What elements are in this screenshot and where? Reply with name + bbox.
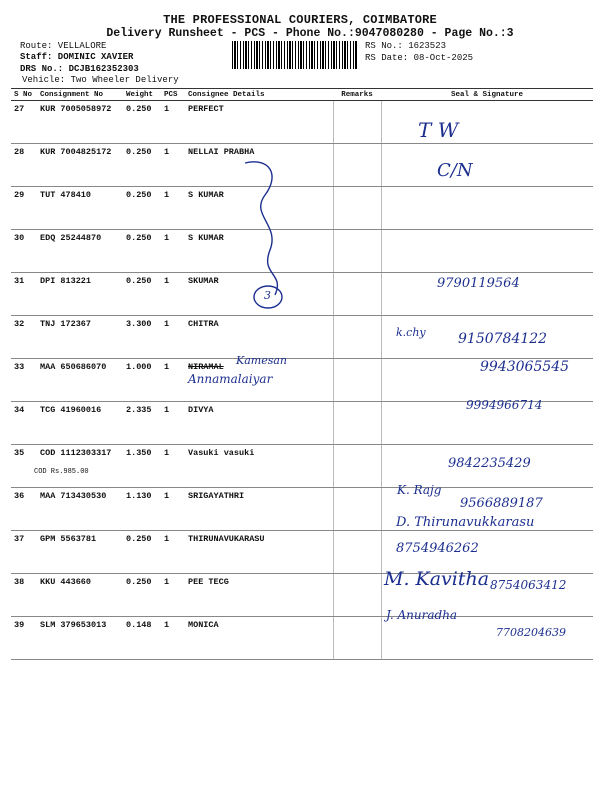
row-consignee-text: MONICA (188, 620, 219, 630)
row-sno (11, 316, 37, 359)
row-consignment-no (37, 574, 123, 617)
row-consignee-text: SRIGAYATHRI (188, 491, 245, 501)
row-sno-text: 30 (14, 233, 25, 243)
col-weight: Weight (123, 89, 161, 101)
handwritten-phone: 9150784122 (458, 331, 548, 347)
rs-date: RS Date: 08-Oct-2025 (365, 53, 474, 63)
row-pcs-text: 1 (164, 534, 170, 544)
row-pcs (161, 531, 185, 574)
row-sno (11, 445, 37, 488)
row-pcs (161, 230, 185, 273)
row-pcs (161, 488, 185, 531)
row-weight-text: 2.335 (126, 405, 152, 415)
row-consignment-no-text: TNJ 172367 (40, 319, 92, 329)
row-sno-text: 29 (14, 190, 25, 200)
row-consignment-no-text: COD 1112303317 (40, 448, 112, 458)
row-sno-text: 36 (14, 491, 25, 501)
col-signature: Seal & Signature (381, 89, 593, 101)
row-remarks (333, 187, 381, 230)
row-consignment-no-text: TCG 41960016 (40, 405, 102, 415)
handwritten-note: Annamalaiyar (188, 372, 273, 386)
row-pcs-text: 1 (164, 190, 170, 200)
handwritten-phone: 9566889187 (460, 496, 543, 511)
row-consignment-no (37, 531, 123, 574)
row-pcs (161, 445, 185, 488)
row-consignee (185, 101, 333, 144)
row-pcs (161, 316, 185, 359)
row-consignment-no-text: GPM 5563781 (40, 534, 97, 544)
row-remarks (333, 402, 381, 445)
handwritten-phone: 9943065545 (480, 359, 570, 375)
runsheet-subtitle: Delivery Runsheet - PCS - Phone No.:9047080280 - Page No.:3 (106, 27, 514, 40)
col-pcs: PCS (161, 89, 185, 101)
handwritten-signature: k.chy (396, 326, 426, 339)
row-pcs (161, 187, 185, 230)
row-pcs (161, 402, 185, 445)
row-sno-text: 27 (14, 104, 25, 114)
row-consignment-no-text: MAA 713430530 (40, 491, 107, 501)
row-pcs (161, 101, 185, 144)
row-consignment-no-text: SLM 379653013 (40, 620, 107, 630)
row-weight (123, 531, 161, 574)
row-weight-text: 0.250 (126, 534, 152, 544)
cod-amount: COD Rs.985.00 (34, 468, 89, 476)
row-weight (123, 316, 161, 359)
row-consignment-no (37, 359, 123, 402)
row-pcs-text: 1 (164, 448, 170, 458)
row-sno-text: 33 (14, 362, 25, 372)
barcode (232, 41, 358, 69)
row-consignee-text: DIVYA (188, 405, 214, 415)
handwritten-phone: 7708204639 (496, 626, 566, 639)
row-consignee-text: NIRAMAL (188, 362, 224, 372)
row-sno-text: 35 (14, 448, 25, 458)
row-remarks (333, 617, 381, 660)
row-signature (381, 144, 593, 187)
row-pcs-text: 1 (164, 276, 170, 286)
row-pcs-text: 1 (164, 233, 170, 243)
row-remarks (333, 574, 381, 617)
row-consignment-no-text: KKU 443660 (40, 577, 92, 587)
row-consignment-no-text: EDQ 25244870 (40, 233, 102, 243)
row-remarks (333, 144, 381, 187)
handwritten-signature: C/N (437, 160, 473, 181)
row-pcs-text: 1 (164, 319, 170, 329)
row-remarks (333, 488, 381, 531)
row-consignment-no (34, 445, 123, 488)
row-pcs-text: 1 (164, 362, 170, 372)
row-weight (123, 187, 161, 230)
row-pcs-text: 1 (164, 577, 170, 587)
handwritten-signature: M. Kavitha (384, 568, 490, 590)
row-weight-text: 0.250 (126, 190, 152, 200)
handwritten-signature: D. Thirunavukkarasu (396, 515, 535, 530)
row-weight-text: 0.148 (126, 620, 152, 630)
row-remarks (333, 359, 381, 402)
row-remarks (333, 273, 381, 316)
row-weight-text: 1.000 (126, 362, 152, 372)
table-row (11, 230, 593, 273)
row-weight-text: 0.250 (126, 577, 152, 587)
row-sno-text: 28 (14, 147, 25, 157)
row-sno (11, 402, 37, 445)
row-sno-text: 32 (14, 319, 25, 329)
row-consignee-text: NELLAI PRABHA (188, 147, 255, 157)
handwritten-phone: 9790119564 (437, 276, 520, 291)
row-consignment-no (37, 144, 123, 187)
col-remarks: Remarks (333, 89, 381, 101)
table-row (11, 187, 593, 230)
row-signature (381, 230, 593, 273)
row-sno (11, 101, 37, 144)
handwritten-note: Kamesan (236, 354, 288, 367)
row-consignment-no (37, 273, 123, 316)
row-remarks (333, 531, 381, 574)
row-pcs-text: 1 (164, 104, 170, 114)
row-sno-text: 34 (14, 405, 25, 415)
row-consignee (185, 316, 333, 359)
table-header-row (11, 89, 593, 101)
handwritten-phone: 9994966714 (466, 398, 543, 412)
row-consignment-no-text: KUR 7004825172 (40, 147, 112, 157)
row-weight-text: 1.350 (126, 448, 152, 458)
row-weight (123, 359, 161, 402)
row-sno (11, 144, 37, 187)
row-consignment-no (37, 316, 123, 359)
row-consignment-no (37, 488, 123, 531)
row-consignment-no-text: MAA 650686070 (40, 362, 107, 372)
row-sno (11, 488, 37, 531)
row-sno (11, 273, 37, 316)
row-weight-text: 1.130 (126, 491, 152, 501)
row-consignee (185, 402, 333, 445)
row-sno (11, 359, 37, 402)
vehicle-label: Vehicle: Two Wheeler Delivery (22, 75, 179, 85)
row-weight-text: 0.250 (126, 233, 152, 243)
row-sno (11, 187, 37, 230)
row-remarks (333, 316, 381, 359)
row-weight-text: 0.250 (126, 276, 152, 286)
rs-number: RS No.: 1623523 (365, 41, 447, 51)
row-weight (123, 445, 161, 488)
row-pcs (161, 574, 185, 617)
row-consignee (185, 445, 333, 488)
handwritten-signature: T W (418, 118, 459, 142)
table-row (11, 531, 593, 574)
row-pcs (161, 617, 185, 660)
route-label: Route: VELLALORE (20, 41, 107, 51)
col-consignee: Consignee Details (185, 89, 333, 101)
staff-label: Staff: DOMINIC XAVIER (20, 52, 134, 62)
row-consignee (185, 488, 333, 531)
row-weight (123, 488, 161, 531)
handwritten-signature: K. Rajg (397, 483, 442, 497)
row-pcs-text: 1 (164, 147, 170, 157)
company-title: THE PROFESSIONAL COURIERS, COIMBATORE (163, 13, 437, 27)
row-sno (11, 230, 37, 273)
row-consignment-no (37, 187, 123, 230)
row-pcs-text: 1 (164, 620, 170, 630)
drs-label: DRS No.: DCJB162352303 (20, 64, 139, 74)
row-pcs (161, 144, 185, 187)
row-weight (123, 402, 161, 445)
row-sno-text: 37 (14, 534, 25, 544)
row-consignee-text: Vasuki vasuki (188, 448, 255, 458)
row-weight-text: 0.250 (126, 104, 152, 114)
handwritten-phone: 8754946262 (396, 541, 479, 556)
row-weight (123, 230, 161, 273)
row-consignee-text: PERFECT (188, 104, 224, 114)
row-consignee-text: S KUMAR (188, 190, 224, 200)
row-remarks (333, 230, 381, 273)
row-consignment-no (37, 617, 123, 660)
row-pcs (161, 359, 185, 402)
row-consignment-no (37, 101, 123, 144)
table-row (11, 144, 593, 187)
handwritten-phone: 8754063412 (490, 578, 567, 592)
row-signature (381, 101, 593, 144)
row-consignee-text: CHITRA (188, 319, 219, 329)
row-weight (123, 574, 161, 617)
row-signature (381, 187, 593, 230)
row-consignee-text: SKUMAR (188, 276, 219, 286)
handwritten-phone: 9842235429 (448, 456, 531, 471)
row-sno-text: 39 (14, 620, 25, 630)
row-consignment-no-text: KUR 7005058972 (40, 104, 112, 114)
row-consignment-no (37, 402, 123, 445)
row-sno-text: 31 (14, 276, 25, 286)
circled-number: 3 (264, 289, 271, 302)
row-weight (123, 144, 161, 187)
row-weight (123, 617, 161, 660)
row-sno (11, 617, 37, 660)
row-consignee-text: THIRUNAVUKARASU (188, 534, 265, 544)
col-sno: S No (11, 89, 37, 101)
row-consignment-no-text: DPI 813221 (40, 276, 92, 286)
row-remarks (333, 101, 381, 144)
row-weight (123, 273, 161, 316)
row-sno (11, 531, 37, 574)
row-consignee (185, 574, 333, 617)
row-pcs-text: 1 (164, 405, 170, 415)
row-consignee-text: PEE TECG (188, 577, 229, 587)
row-consignee-text: S KUMAR (188, 233, 224, 243)
row-weight (123, 101, 161, 144)
row-consignee (185, 617, 333, 660)
row-remarks (333, 445, 381, 488)
row-pcs (161, 273, 185, 316)
handwritten-signature: J. Anuradha (386, 608, 458, 622)
row-weight-text: 3.300 (126, 319, 152, 329)
row-consignee (185, 531, 333, 574)
row-consignment-no (37, 230, 123, 273)
table-row (11, 101, 593, 144)
row-sno (11, 574, 37, 617)
row-consignment-no-text: TUT 478410 (40, 190, 92, 200)
row-pcs-text: 1 (164, 491, 170, 501)
col-consignment: Consignment No (37, 89, 123, 101)
row-weight-text: 0.250 (126, 147, 152, 157)
row-sno-text: 38 (14, 577, 25, 587)
